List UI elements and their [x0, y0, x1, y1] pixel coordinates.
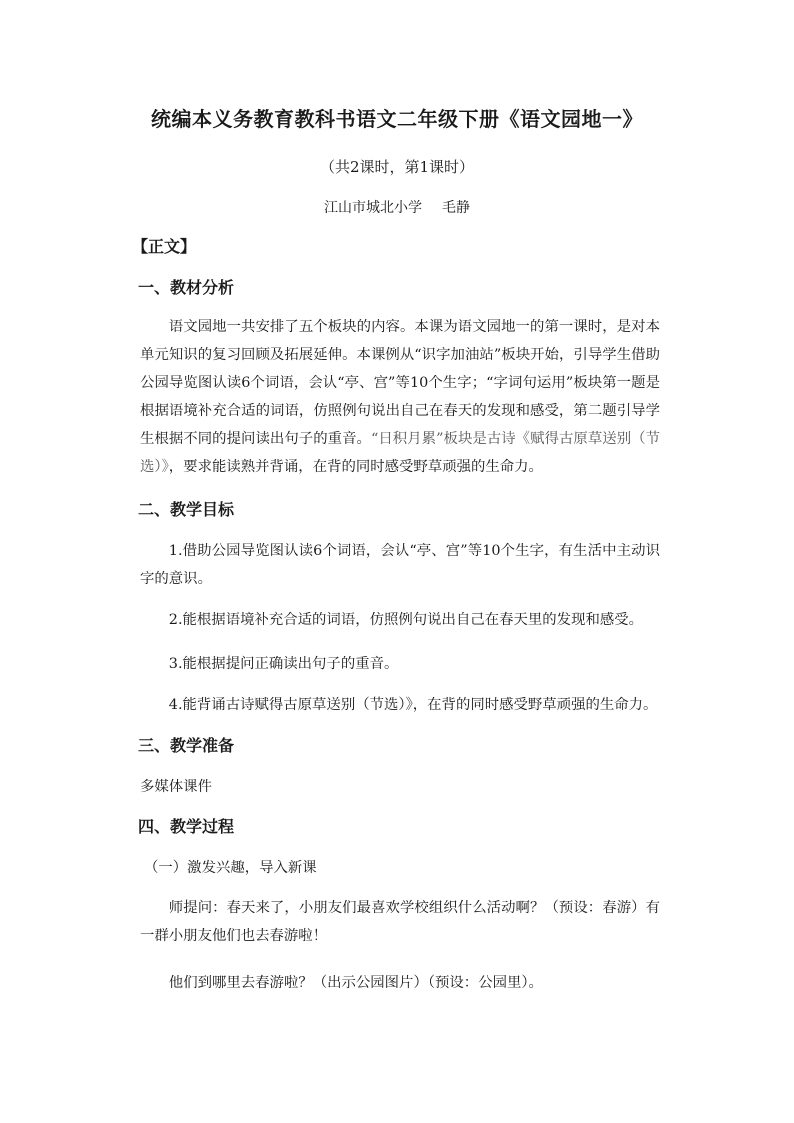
section-1-text-highlight: “日积月累”板块是古诗《赋得古原草送别（节选）》 — [140, 431, 660, 475]
teaching-preparation-text: 多媒体课件 — [140, 779, 212, 795]
objective-item-1: 1.借助公园导览图认读6个词语，会认“亭、宫”等10个生字，有生活中主动识字的意识。 — [140, 543, 660, 587]
section-4-heading: 四、教学过程 — [138, 817, 235, 836]
author-line — [0, 197, 794, 217]
lesson-period-subtitle: （共2课时，第1课时） — [319, 158, 475, 176]
section-1-text-a: 语文园地一共安排了五个板块的内容。本课为语文园地一的第一课时，是对本单元知识的复习回顾及拓展延伸。本课例从“识字加油站”板块开始，引导学生借助公园导览图认读6个词语，会认“亭、宫”等10个生字；“字词句运用”板块第一题是根据语境补充合适的词语，仿照例句说出自己在春天的发现和感受，第二题引导学生根据不同的提问读出句子的重音。 — [140, 319, 660, 447]
objective-item-2: 2.能根据语境补充合适的词语，仿照例句说出自己在春天里的发现和感受。 — [168, 612, 644, 628]
objective-item-3: 3.能根据提问正确读出句子的重音。 — [168, 656, 399, 672]
document-title: 统编本义务教育教科书语文二年级下册《语文园地一》 — [151, 107, 643, 131]
section-3-heading: 三、教学准备 — [138, 736, 235, 755]
author-name: 毛静 — [442, 200, 470, 216]
section-1-heading: 一、教材分析 — [138, 278, 235, 297]
section-1-paragraph — [140, 313, 660, 481]
main-text-heading: 【正文】 — [132, 237, 197, 256]
section-2-heading: 二、教学目标 — [138, 500, 235, 519]
objective-item-4: 4.能背诵古诗赋得古原草送别（节选）》，在背的同时感受野草顽强的生命力。 — [168, 697, 658, 713]
section-1-text-c: ，要求能读熟并背诵，在背的同时感受野草顽强的生命力。 — [168, 459, 543, 475]
process-step-1-heading: （一）激发兴趣，导入新课 — [144, 860, 317, 876]
process-paragraph-1: 师提问：春天来了，小朋友们最喜欢学校组织什么活动啊？（预设：春游）有一群小朋友他们也去春游啦！ — [140, 900, 660, 944]
author-school: 江山市城北小学 — [324, 200, 422, 216]
process-paragraph-2: 他们到哪里去春游啦？（出示公园图片）（预设：公园里）。 — [168, 975, 543, 991]
